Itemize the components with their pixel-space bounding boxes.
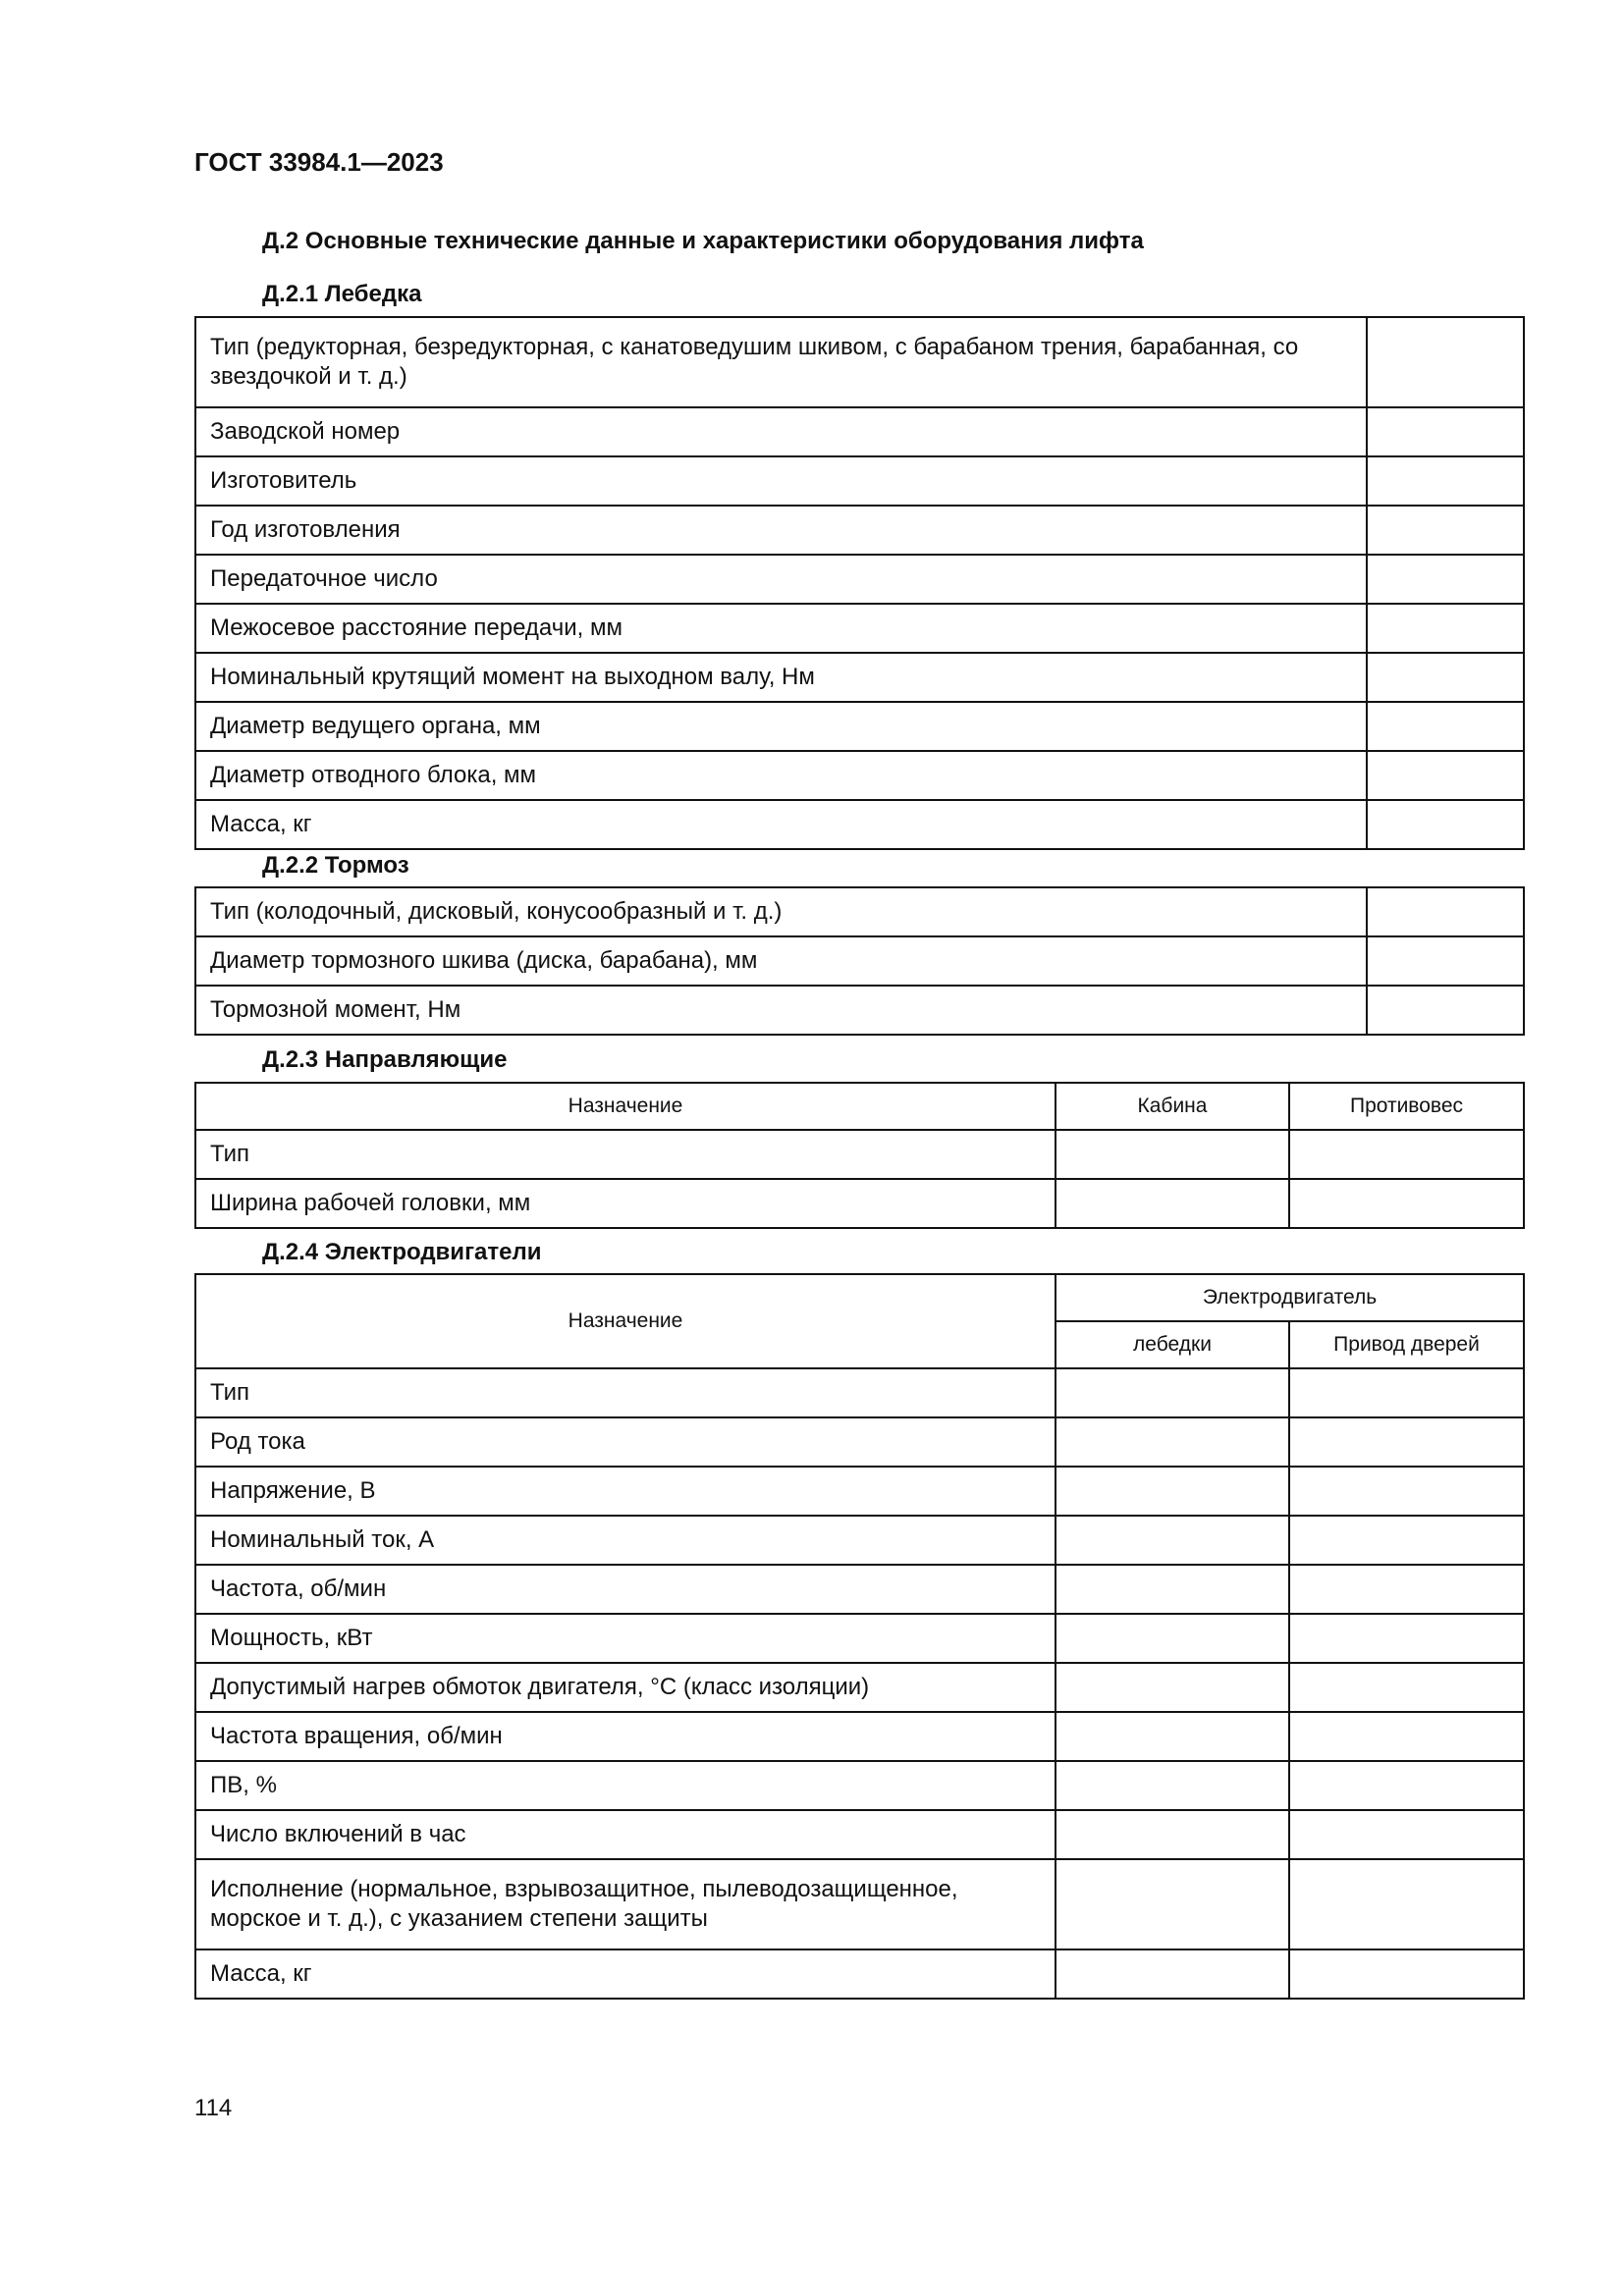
value-cell[interactable] bbox=[1367, 702, 1524, 751]
winch-cell[interactable] bbox=[1056, 1565, 1289, 1614]
door-drive-cell[interactable] bbox=[1289, 1949, 1524, 1999]
row-label: Масса, кг bbox=[195, 1949, 1056, 1999]
door-drive-cell[interactable] bbox=[1289, 1810, 1524, 1859]
table-row bbox=[195, 1614, 1524, 1663]
row-label: Диаметр тормозного шкива (диска, барабана), мм bbox=[195, 936, 1367, 986]
winch-cell[interactable] bbox=[1056, 1810, 1289, 1859]
winch-cell[interactable] bbox=[1056, 1368, 1289, 1417]
table-row bbox=[195, 1467, 1524, 1516]
value-cell[interactable] bbox=[1367, 604, 1524, 653]
winch-table bbox=[194, 316, 1525, 850]
table-row bbox=[195, 1130, 1524, 1179]
row-label: Частота, об/мин bbox=[195, 1565, 1056, 1614]
row-label: Год изготовления bbox=[195, 506, 1367, 555]
brake-title: Д.2.2 Тормоз bbox=[262, 852, 409, 879]
row-label: Число включений в час bbox=[195, 1810, 1056, 1859]
door-drive-cell[interactable] bbox=[1289, 1663, 1524, 1712]
table-row bbox=[195, 1368, 1524, 1417]
counterweight-cell[interactable] bbox=[1289, 1130, 1524, 1179]
motors-table bbox=[194, 1273, 1525, 2000]
row-label: ПВ, % bbox=[195, 1761, 1056, 1810]
header-counterweight: Противовес bbox=[1289, 1083, 1524, 1130]
brake-table bbox=[194, 886, 1525, 1036]
winch-cell[interactable] bbox=[1056, 1467, 1289, 1516]
door-drive-cell[interactable] bbox=[1289, 1712, 1524, 1761]
winch-cell[interactable] bbox=[1056, 1417, 1289, 1467]
value-cell[interactable] bbox=[1367, 555, 1524, 604]
table-row bbox=[195, 887, 1524, 936]
table-row bbox=[195, 555, 1524, 604]
table-row bbox=[195, 986, 1524, 1035]
winch-cell[interactable] bbox=[1056, 1712, 1289, 1761]
row-label: Род тока bbox=[195, 1417, 1056, 1467]
value-cell[interactable] bbox=[1367, 407, 1524, 456]
header-purpose: Назначение bbox=[195, 1083, 1056, 1130]
table-header-row bbox=[195, 1274, 1524, 1321]
table-row bbox=[195, 1859, 1524, 1949]
row-label: Диаметр отводного блока, мм bbox=[195, 751, 1367, 800]
value-cell[interactable] bbox=[1367, 653, 1524, 702]
row-label: Напряжение, В bbox=[195, 1467, 1056, 1516]
value-cell[interactable] bbox=[1367, 936, 1524, 986]
winch-title: Д.2.1 Лебедка bbox=[262, 281, 422, 307]
guides-title: Д.2.3 Направляющие bbox=[262, 1046, 508, 1073]
table-row bbox=[195, 936, 1524, 986]
header-purpose: Назначение bbox=[195, 1274, 1056, 1368]
table-row bbox=[195, 1565, 1524, 1614]
winch-cell[interactable] bbox=[1056, 1516, 1289, 1565]
guides-table bbox=[194, 1082, 1525, 1229]
table-row bbox=[195, 751, 1524, 800]
value-cell[interactable] bbox=[1367, 317, 1524, 407]
door-drive-cell[interactable] bbox=[1289, 1417, 1524, 1467]
header-winch-motor: лебедки bbox=[1056, 1321, 1289, 1368]
row-label: Номинальный ток, А bbox=[195, 1516, 1056, 1565]
value-cell[interactable] bbox=[1367, 506, 1524, 555]
header-door-drive: Привод дверей bbox=[1289, 1321, 1524, 1368]
cabin-cell[interactable] bbox=[1056, 1179, 1289, 1228]
winch-cell[interactable] bbox=[1056, 1663, 1289, 1712]
table-row bbox=[195, 800, 1524, 849]
door-drive-cell[interactable] bbox=[1289, 1565, 1524, 1614]
row-label: Номинальный крутящий момент на выходном валу, Нм bbox=[195, 653, 1367, 702]
value-cell[interactable] bbox=[1367, 887, 1524, 936]
table-row bbox=[195, 1179, 1524, 1228]
row-label: Тормозной момент, Нм bbox=[195, 986, 1367, 1035]
row-label: Тип bbox=[195, 1368, 1056, 1417]
row-label: Мощность, кВт bbox=[195, 1614, 1056, 1663]
value-cell[interactable] bbox=[1367, 456, 1524, 506]
table-row bbox=[195, 1417, 1524, 1467]
row-label: Частота вращения, об/мин bbox=[195, 1712, 1056, 1761]
value-cell[interactable] bbox=[1367, 751, 1524, 800]
row-label: Изготовитель bbox=[195, 456, 1367, 506]
counterweight-cell[interactable] bbox=[1289, 1179, 1524, 1228]
winch-cell[interactable] bbox=[1056, 1614, 1289, 1663]
row-label: Заводской номер bbox=[195, 407, 1367, 456]
table-row bbox=[195, 506, 1524, 555]
row-label: Тип bbox=[195, 1130, 1056, 1179]
table-row bbox=[195, 653, 1524, 702]
winch-cell[interactable] bbox=[1056, 1949, 1289, 1999]
table-row bbox=[195, 1810, 1524, 1859]
table-row bbox=[195, 456, 1524, 506]
cabin-cell[interactable] bbox=[1056, 1130, 1289, 1179]
header-motor-group: Электродвигатель bbox=[1056, 1274, 1524, 1321]
header-cabin: Кабина bbox=[1056, 1083, 1289, 1130]
row-label: Исполнение (нормальное, взрывозащитное, пылеводозащищенное, морское и т. д.), с указанием степени защиты bbox=[195, 1859, 1056, 1949]
value-cell[interactable] bbox=[1367, 986, 1524, 1035]
table-row bbox=[195, 604, 1524, 653]
page-number: 114 bbox=[194, 2095, 233, 2121]
table-row bbox=[195, 702, 1524, 751]
table-row bbox=[195, 1949, 1524, 1999]
row-label: Допустимый нагрев обмоток двигателя, °С (класс изоляции) bbox=[195, 1663, 1056, 1712]
door-drive-cell[interactable] bbox=[1289, 1467, 1524, 1516]
winch-cell[interactable] bbox=[1056, 1859, 1289, 1949]
row-label: Тип (редукторная, безредукторная, с канатоведушим шкивом, с барабаном трения, барабанная, со звездочкой и т. д.) bbox=[195, 317, 1367, 407]
row-label: Диаметр ведущего органа, мм bbox=[195, 702, 1367, 751]
table-header-row bbox=[195, 1083, 1524, 1130]
row-label: Межосевое расстояние передачи, мм bbox=[195, 604, 1367, 653]
door-drive-cell[interactable] bbox=[1289, 1614, 1524, 1663]
door-drive-cell[interactable] bbox=[1289, 1368, 1524, 1417]
table-row bbox=[195, 407, 1524, 456]
winch-cell[interactable] bbox=[1056, 1761, 1289, 1810]
row-label: Тип (колодочный, дисковый, конусообразный и т. д.) bbox=[195, 887, 1367, 936]
table-row bbox=[195, 317, 1524, 407]
table-row bbox=[195, 1761, 1524, 1810]
row-label: Масса, кг bbox=[195, 800, 1367, 849]
section-title: Д.2 Основные технические данные и характеристики оборудования лифта bbox=[262, 228, 1144, 254]
motors-title: Д.2.4 Электродвигатели bbox=[262, 1239, 542, 1265]
table-row bbox=[195, 1516, 1524, 1565]
table-row bbox=[195, 1663, 1524, 1712]
row-label: Ширина рабочей головки, мм bbox=[195, 1179, 1056, 1228]
document-code: ГОСТ 33984.1—2023 bbox=[194, 147, 444, 177]
value-cell[interactable] bbox=[1367, 800, 1524, 849]
door-drive-cell[interactable] bbox=[1289, 1761, 1524, 1810]
door-drive-cell[interactable] bbox=[1289, 1859, 1524, 1949]
door-drive-cell[interactable] bbox=[1289, 1516, 1524, 1565]
table-row bbox=[195, 1712, 1524, 1761]
row-label: Передаточное число bbox=[195, 555, 1367, 604]
